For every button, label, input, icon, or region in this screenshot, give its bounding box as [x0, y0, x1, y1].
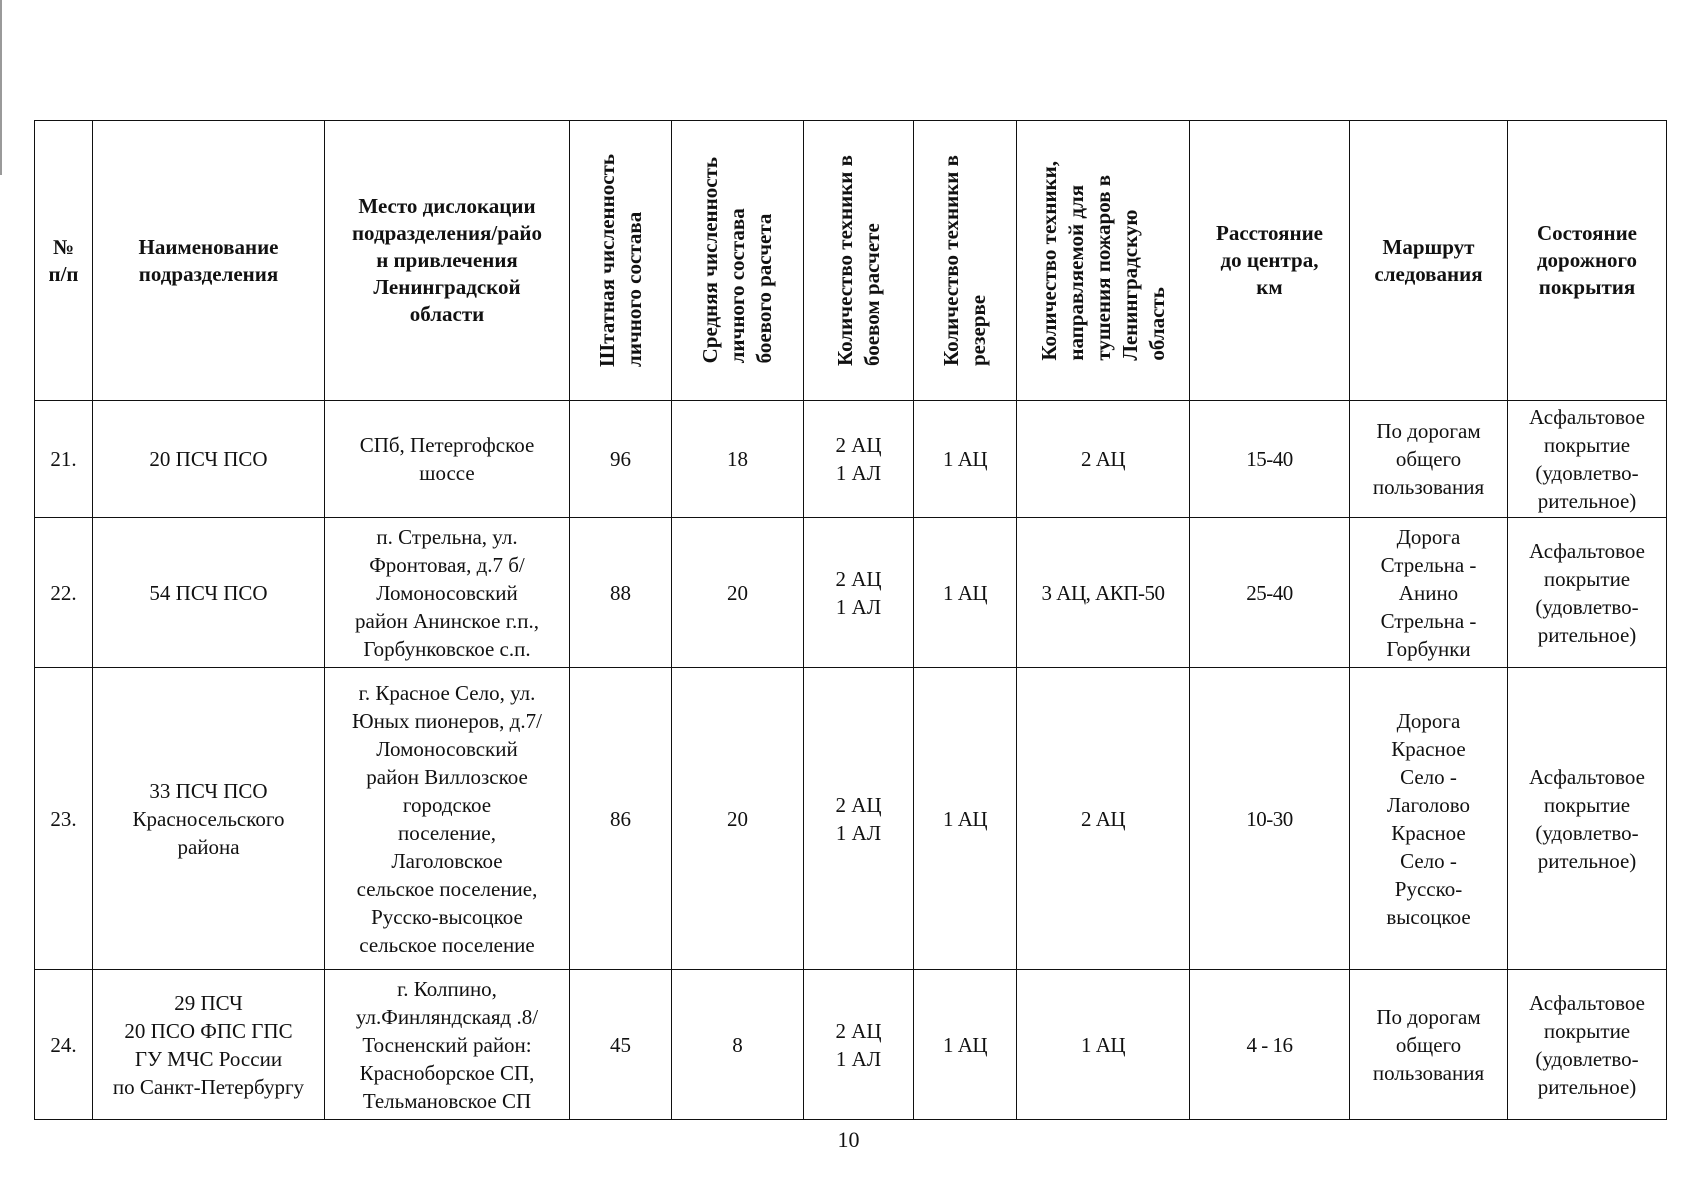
header-equipment-combat: Количество техники в боевом расчете	[804, 121, 914, 401]
average-staff-count: 8	[672, 970, 804, 1120]
route: По дорогам общего пользования	[1350, 970, 1508, 1120]
equipment-combat: 2 АЦ 1 АЛ	[804, 970, 914, 1120]
route: Дорога Стрельна - Анино Стрельна - Горбунки	[1350, 518, 1508, 668]
equipment-combat: 2 АЦ 1 АЛ	[804, 668, 914, 970]
unit-name: 33 ПСЧ ПСО Красносельского района	[93, 668, 325, 970]
distance: 25-40	[1190, 518, 1350, 668]
header-average-staff: Средняя численность личного состава боевого расчета	[672, 121, 804, 401]
distance: 10-30	[1190, 668, 1350, 970]
header-unit-name: Наименование подразделения	[93, 121, 325, 401]
unit-location: г. Колпино, ул.Финляндскаяд .8/ Тосненский район: Красноборское СП, Тельмановское СП	[325, 970, 570, 1120]
equipment-combat: 2 АЦ 1 АЛ	[804, 518, 914, 668]
table-row	[35, 518, 1667, 668]
average-staff-count: 20	[672, 518, 804, 668]
equipment-sent: 1 АЦ	[1017, 970, 1190, 1120]
road-condition: Асфальтовое покрытие (удовлетво- рительное)	[1508, 518, 1667, 668]
header-staff: Штатная численность личного состава	[570, 121, 672, 401]
equipment-sent: 2 АЦ	[1017, 401, 1190, 518]
distance: 15-40	[1190, 401, 1350, 518]
header-equipment-reserve: Количество техники в резерве	[914, 121, 1017, 401]
equipment-reserve: 1 АЦ	[914, 518, 1017, 668]
table-row	[35, 401, 1667, 518]
staff-count: 88	[570, 518, 672, 668]
equipment-reserve: 1 АЦ	[914, 401, 1017, 518]
unit-name: 54 ПСЧ ПСО	[93, 518, 325, 668]
equipment-combat: 2 АЦ 1 АЛ	[804, 401, 914, 518]
road-condition: Асфальтовое покрытие (удовлетво- рительное)	[1508, 401, 1667, 518]
staff-count: 86	[570, 668, 672, 970]
unit-location: СПб, Петергофское шоссе	[325, 401, 570, 518]
staff-count: 96	[570, 401, 672, 518]
row-number: 24.	[35, 970, 93, 1120]
road-condition: Асфальтовое покрытие (удовлетво- рительное)	[1508, 668, 1667, 970]
page-number: 10	[837, 1127, 860, 1152]
header-distance: Расстояние до центра, км	[1190, 121, 1350, 401]
unit-name: 20 ПСЧ ПСО	[93, 401, 325, 518]
staff-count: 45	[570, 970, 672, 1120]
average-staff-count: 20	[672, 668, 804, 970]
table-row	[35, 668, 1667, 970]
scan-edge-mark	[0, 0, 2, 175]
equipment-sent: 3 АЦ, АКП-50	[1017, 518, 1190, 668]
row-number: 22.	[35, 518, 93, 668]
header-number: № п/п	[35, 121, 93, 401]
row-number: 23.	[35, 668, 93, 970]
header-road-condition: Состояние дорожного покрытия	[1508, 121, 1667, 401]
equipment-sent: 2 АЦ	[1017, 668, 1190, 970]
row-number: 21.	[35, 401, 93, 518]
unit-name: 29 ПСЧ 20 ПСО ФПС ГПС ГУ МЧС России по Санкт-Петербургу	[93, 970, 325, 1120]
route: По дорогам общего пользования	[1350, 401, 1508, 518]
route: Дорога Красное Село - Лаголово Красное Село - Русско- высоцкое	[1350, 668, 1508, 970]
table-header-row	[35, 121, 1667, 401]
equipment-reserve: 1 АЦ	[914, 970, 1017, 1120]
header-equipment-sent: Количество техники, направляемой для тушения пожаров в Ленинградскую область	[1017, 121, 1190, 401]
distance: 4 - 16	[1190, 970, 1350, 1120]
unit-location: г. Красное Село, ул. Юных пионеров, д.7/ Ломоносовский район Виллозское городское поселение, Лаголовское сельское поселение, Русско-высоцкое сельское поселение	[325, 668, 570, 970]
header-location: Место дислокации подразделения/райо н привлечения Ленинградской области	[325, 121, 570, 401]
average-staff-count: 18	[672, 401, 804, 518]
equipment-reserve: 1 АЦ	[914, 668, 1017, 970]
header-route: Маршрут следования	[1350, 121, 1508, 401]
unit-location: п. Стрельна, ул. Фронтовая, д.7 б/ Ломоносовский район Анинское г.п., Горбунковское с.п.	[325, 518, 570, 668]
fire-units-table	[34, 120, 1667, 1120]
table-row	[35, 970, 1667, 1120]
road-condition: Асфальтовое покрытие (удовлетво- рительное)	[1508, 970, 1667, 1120]
